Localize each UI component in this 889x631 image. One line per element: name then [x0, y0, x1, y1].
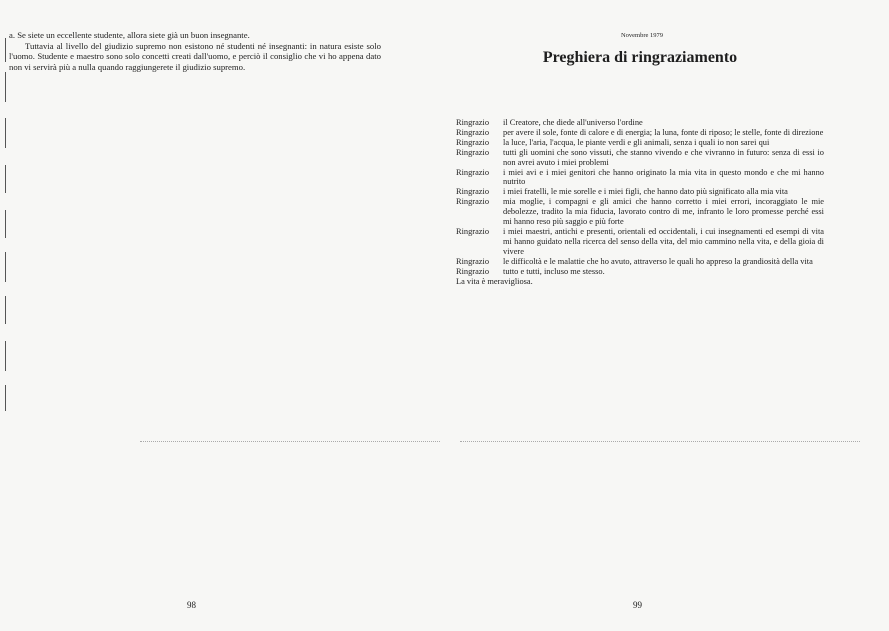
prayer-line: [456, 168, 824, 188]
prayer-line-text: i miei maestri, antichi e presenti, orientali ed occidentali, i cui insegnamenti ed esempi di vita mi hanno guidato nella ricerca del senso della vita, del mio cammino nella vita, e della gioia di vivere: [503, 226, 824, 256]
page-number-left: 98: [187, 600, 196, 610]
prayer-line-text: le difficoltà e le malattie che ho avuto, attraverso le quali ho appreso la grandiosità della vita: [503, 256, 813, 266]
page-number-right: 99: [633, 600, 642, 610]
right-page: [440, 0, 889, 631]
prayer-keyword: Ringrazio: [456, 266, 490, 276]
prayer-keyword: Ringrazio: [456, 127, 490, 137]
margin-mark: [5, 118, 6, 148]
prayer-line-text: tutto e tutti, incluso me stesso.: [503, 266, 605, 276]
prayer-line: [456, 128, 824, 138]
page-title: Preghiera di ringraziamento: [542, 49, 738, 66]
prayer-line: [456, 227, 824, 257]
prayer-keyword: Ringrazio: [456, 197, 490, 207]
left-page: [0, 0, 440, 631]
left-paragraph-main: Tuttavia al livello del giudizio supremo non esistono né studenti né insegnanti: in natura esiste solo l'uomo. Studente e maestro sono solo concetti creati dall'uomo, e perciò il consiglio che vi ho appena dato non vi servirà più a nulla quando raggiungerete il giudizio supremo.: [9, 40, 381, 72]
margin-mark: [5, 38, 6, 62]
left-body-text: [9, 30, 381, 72]
prayer-keyword: Ringrazio: [456, 256, 490, 266]
closing-line: La vita è meravigliosa.: [456, 276, 533, 286]
prayer-line: [456, 257, 824, 267]
prayer-keyword: Ringrazio: [456, 118, 490, 127]
prayer-keyword: Ringrazio: [456, 226, 490, 236]
prayer-line-text: il Creatore, che diede all'universo l'ordine: [503, 118, 643, 127]
prayer-line: [456, 148, 824, 168]
prayer-line: [456, 187, 824, 197]
date-heading: Novembre 1979: [620, 32, 664, 39]
margin-mark: [5, 296, 6, 324]
prayer-keyword: Ringrazio: [456, 187, 490, 197]
margin-mark: [5, 165, 6, 193]
prayer-line-text: i miei fratelli, le mie sorelle e i miei figli, che hanno dato più significato alla mia vita: [503, 187, 788, 197]
prayer-keyword: Ringrazio: [456, 167, 490, 177]
left-paragraph-note: a. Se siete un eccellente studente, allora siete già un buon insegnante.: [9, 30, 250, 40]
prayer-line: [456, 118, 824, 128]
page-rule: [140, 441, 440, 442]
prayer-keyword: Ringrazio: [456, 147, 490, 157]
prayer-line-text: i miei avi e i miei genitori che hanno originato la mia vita in questo mondo e che mi hanno nutrito: [503, 167, 824, 187]
margin-mark: [5, 341, 6, 371]
margin-mark: [5, 210, 6, 238]
prayer-line: [456, 138, 824, 148]
prayer-block: [456, 118, 824, 286]
prayer-line-text: la luce, l'aria, l'acqua, le piante verdi e gli animali, senza i quali io non sarei qui: [503, 137, 770, 147]
prayer-line: [456, 267, 824, 277]
prayer-line: [456, 197, 824, 227]
page-rule: [460, 441, 860, 442]
margin-mark: [5, 252, 6, 282]
prayer-line-text: tutti gli uomini che sono vissuti, che stanno vivendo e che vivranno in futuro: senza di essi io non avrei avuto i miei problemi: [503, 147, 824, 167]
prayer-keyword: Ringrazio: [456, 137, 490, 147]
prayer-line-text: per avere il sole, fonte di calore e di energia; la luna, fonte di riposo; le stelle, fonte di direzione: [503, 127, 824, 137]
prayer-line-text: mia moglie, i compagni e gli amici che hanno corretto i miei errori, incoraggiato le mie debolezze, tradito la mia fiducia, lavorato contro di me, infranto le loro promesse perché essi mi hanno reso più saggio e più forte: [503, 197, 824, 227]
margin-mark: [5, 72, 6, 102]
margin-mark: [5, 385, 6, 411]
